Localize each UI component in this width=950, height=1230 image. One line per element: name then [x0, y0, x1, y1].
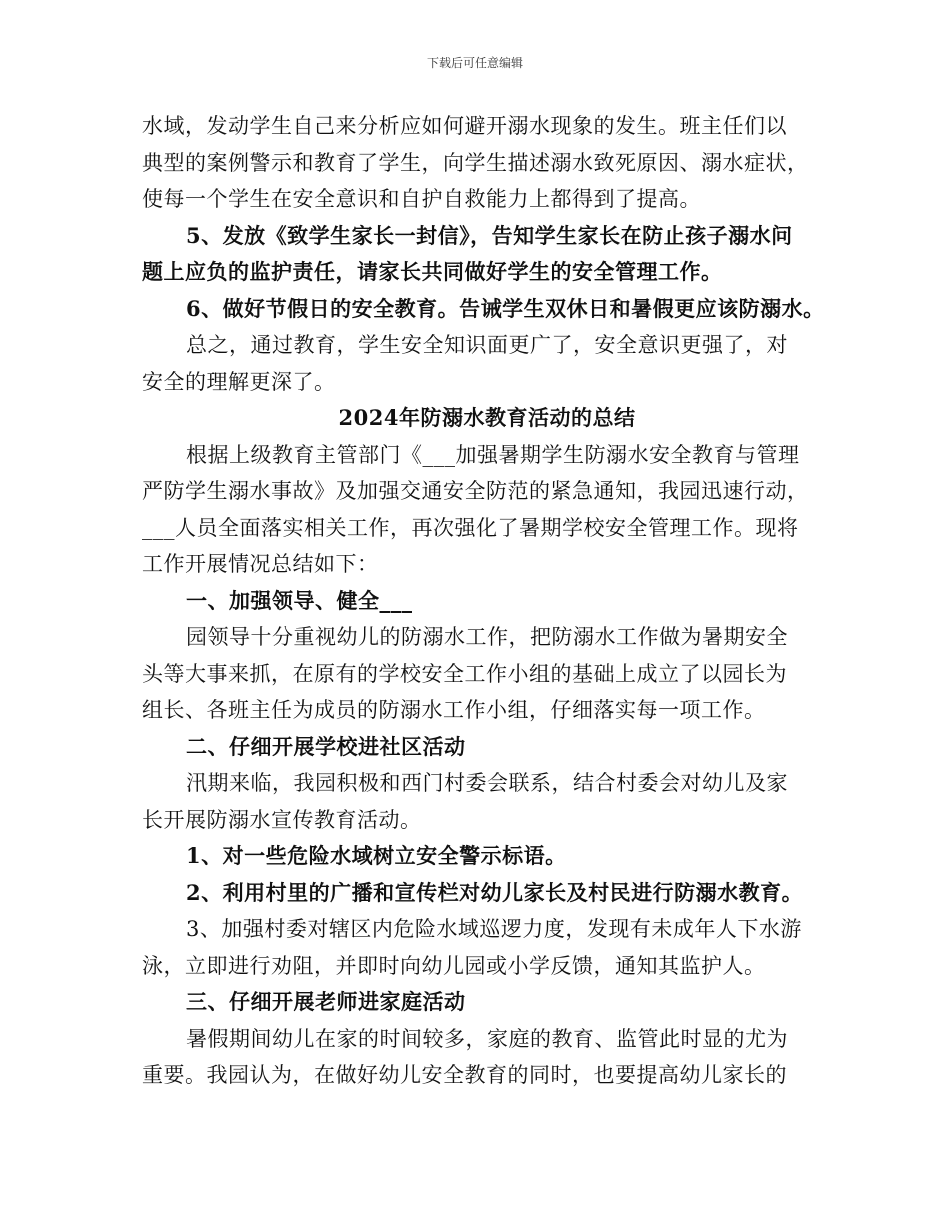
text-line: 长开展防溺水宣传教育活动。	[142, 807, 422, 832]
text-line: 题上应负的监护责任，请家长共同做好学生的安全管理工作。	[142, 259, 723, 284]
text-line: 一、加强领导、健全___	[186, 587, 413, 613]
text-line: 严防学生溺水事故》及加强交通安全防范的紧急通知，我园迅速行动，	[142, 479, 809, 503]
text-line: 重要。我园认为，在做好幼儿安全教育的同时，也要提高幼儿家长的	[142, 1063, 787, 1087]
text-line: 暑假期间幼儿在家的时间较多，家庭的教育、监管此时显的尤为	[186, 1026, 788, 1051]
text-line: 头等大事来抓，在原有的学校安全工作小组的基础上成立了以园长为	[142, 661, 787, 686]
text-line: 二、仔细开展学校进社区活动	[186, 733, 466, 759]
text-line: 总之，通过教育，学生安全知识面更广了，安全意识更强了，对	[186, 333, 788, 357]
text-line: 1、对一些危险水域树立安全警示标语。	[186, 843, 567, 868]
text-line: ___人员全面落实相关工作，再次强化了暑期学校安全管理工作。现将	[142, 515, 799, 540]
text-line: 典型的案例警示和教育了学生，向学生描述溺水致死原因、溺水症状，	[142, 150, 809, 175]
text-line: 使每一个学生在安全意识和自护自救能力上都得到了提高。	[142, 187, 701, 211]
text-line: 三、仔细开展老师进家庭活动	[186, 989, 466, 1014]
text-line: 5、发放《致学生家长一封信》，告知学生家长在防止孩子溺水问	[186, 222, 793, 248]
text-line: 2、利用村里的广播和宣传栏对幼儿家长及村民进行防溺水教育。	[186, 879, 804, 905]
page-header: 下载后可任意编辑	[426, 56, 523, 70]
text-line: 泳，立即进行劝阻，并即时向幼儿园或小学反馈，通知其监护人。	[142, 953, 766, 978]
text-line: 安全的理解更深了。	[142, 369, 336, 394]
text-line: 6、做好节假日的安全教育。告诫学生双休日和暑假更应该防溺水。	[186, 295, 825, 321]
text-line: 根据上级教育主管部门《___加强暑期学生防溺水安全教育与管理	[186, 442, 800, 467]
text-line: 水域，发动学生自己来分析应如何避开溺水现象的发生。班主任们以	[142, 114, 787, 138]
document-body	[142, 108, 832, 1094]
section-title: 2024年防溺水教育活动的总结	[338, 405, 636, 430]
text-line: 工作开展情况总结如下：	[142, 552, 379, 576]
text-line: 园领导十分重视幼儿的防溺水工作，把防溺水工作做为暑期安全	[186, 625, 788, 649]
text-line: 汛期来临，我园积极和西门村委会联系，结合村委会对幼儿及家	[186, 771, 788, 795]
text-line: 组长、各班主任为成员的防溺水工作小组，仔细落实每一项工作。	[142, 698, 766, 722]
text-line: 3、加强村委对辖区内危险水域巡逻力度，发现有未成年人下水游	[186, 917, 802, 941]
